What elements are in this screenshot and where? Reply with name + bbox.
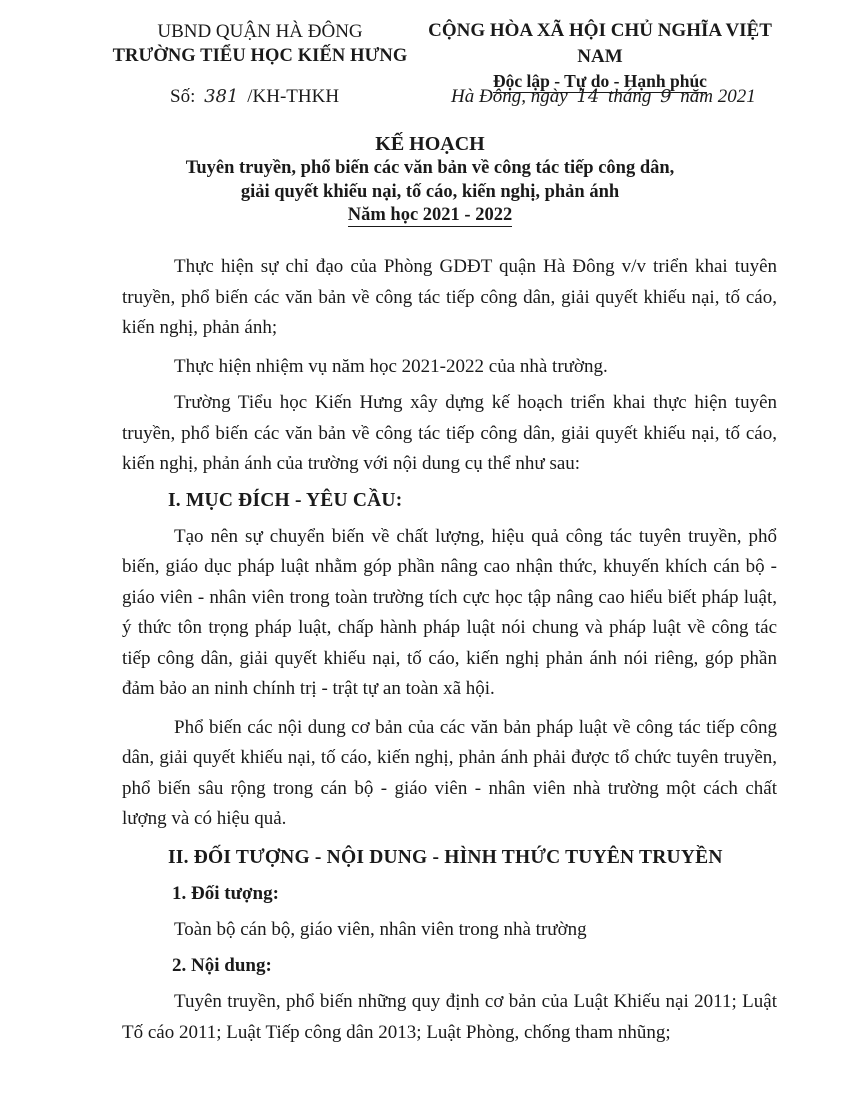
title-subject-line2: giải quyết khiếu nại, tố cáo, kiến nghị, phản ánh [240, 182, 620, 202]
section-1-paragraph-1: Tạo nên sự chuyển biến về chất lượng, hiệu quả công tác tuyên truyền, phổ biến, giáo dục pháp luật nhằm góp phần nâng cao nhận thức, khuyến khích cán bộ - giáo viên - nhân viên trong toàn trường tích cực học tập nâng cao hiểu biết pháp luật, ý thức tôn trọng pháp luật, chấp hành pháp luật nói chung và pháp luật về công tác tiếp công dân, giải quyết khiếu nại, tố cáo, kiến nghị phản ánh nói riêng, góp phần đảm bảo an ninh chính trị - trật tự an toàn xã hội. [122, 525, 777, 699]
handwritten-day: 14 [576, 86, 600, 107]
subsection-2-text: Tuyên truyền, phổ biến những quy định cơ bản của Luật Khiếu nại 2011; Luật Tố cáo 2011; Luật Tiếp công dân 2013; Luật Phòng, chống tham nhũng; [122, 991, 777, 1043]
number-prefix: Số: [170, 86, 196, 107]
title-school-year: Năm học 2021 - 2022 [347, 205, 513, 225]
subsection-1-heading: 1. Đối tượng: [172, 882, 279, 904]
school-name: TRƯỜNG TIỂU HỌC KIẾN HƯNG [112, 46, 408, 66]
intro-paragraph-2: Thực hiện nhiệm vụ năm học 2021-2022 của nhà trường. [174, 355, 608, 377]
document-number [170, 86, 339, 108]
date-prefix: Hà Đông, ngày [451, 86, 568, 107]
handwritten-number: 381 [204, 86, 239, 107]
intro-paragraph-3: Trường Tiểu học Kiến Hưng xây dựng kế hoạch triển khai thực hiện tuyên truyền, phổ biến các văn bản về công tác tiếp công dân, giải quyết khiếu nại, tố cáo, kiến nghị, phản ánh của trường với nội dung cụ thể như sau: [122, 392, 777, 474]
issuing-agency-block [105, 20, 415, 68]
section-1-paragraph-2: Phổ biến các nội dung cơ bản của các văn bản pháp luật về công tác tiếp công dân, giải quyết khiếu nại, tố cáo, kiến nghị, phản ánh phải được tổ chức tuyên truyền, phổ biến sâu rộng trong cán bộ - giáo viên - nhân viên nhà trường một cách chất lượng và có hiệu quả. [122, 716, 777, 829]
document-date [451, 86, 756, 108]
document-body [122, 252, 777, 1056]
nation-name: CỘNG HÒA XÃ HỘI CHỦ NGHĨA VIỆT NAM [428, 20, 772, 67]
subsection-2-heading: 2. Nội dung: [172, 955, 272, 976]
title-main: KẾ HOẠCH [375, 133, 485, 155]
month-label: tháng [608, 86, 652, 107]
handwritten-month: 9 [660, 86, 672, 107]
document-title [100, 132, 760, 228]
number-suffix: /KH-THKH [247, 86, 340, 107]
intro-paragraph-1: Thực hiện sự chỉ đạo của Phòng GDĐT quận Hà Đông v/v triển khai tuyên truyền, phổ biến các văn bản về công tác tiếp công dân, giải quyết khiếu nại, tố cáo, kiến nghị, phản ánh; [122, 256, 777, 338]
section-1-heading: I. MỤC ĐÍCH - YÊU CẦU: [168, 489, 403, 511]
national-motto-block [415, 18, 785, 96]
year-label: năm 2021 [680, 86, 756, 107]
motto: Độc lập - Tự do - Hạnh phúc [493, 71, 707, 91]
section-2-heading: II. ĐỐI TƯỢNG - NỘI DUNG - HÌNH THỨC TUYÊN TRUYỀN [168, 846, 723, 868]
title-subject-line1: Tuyên truyền, phổ biến các văn bản về công tác tiếp công dân, [185, 158, 675, 178]
district-authority: UBND QUẬN HÀ ĐÔNG [157, 21, 363, 42]
subsection-1-text: Toàn bộ cán bộ, giáo viên, nhân viên trong nhà trường [174, 918, 587, 940]
